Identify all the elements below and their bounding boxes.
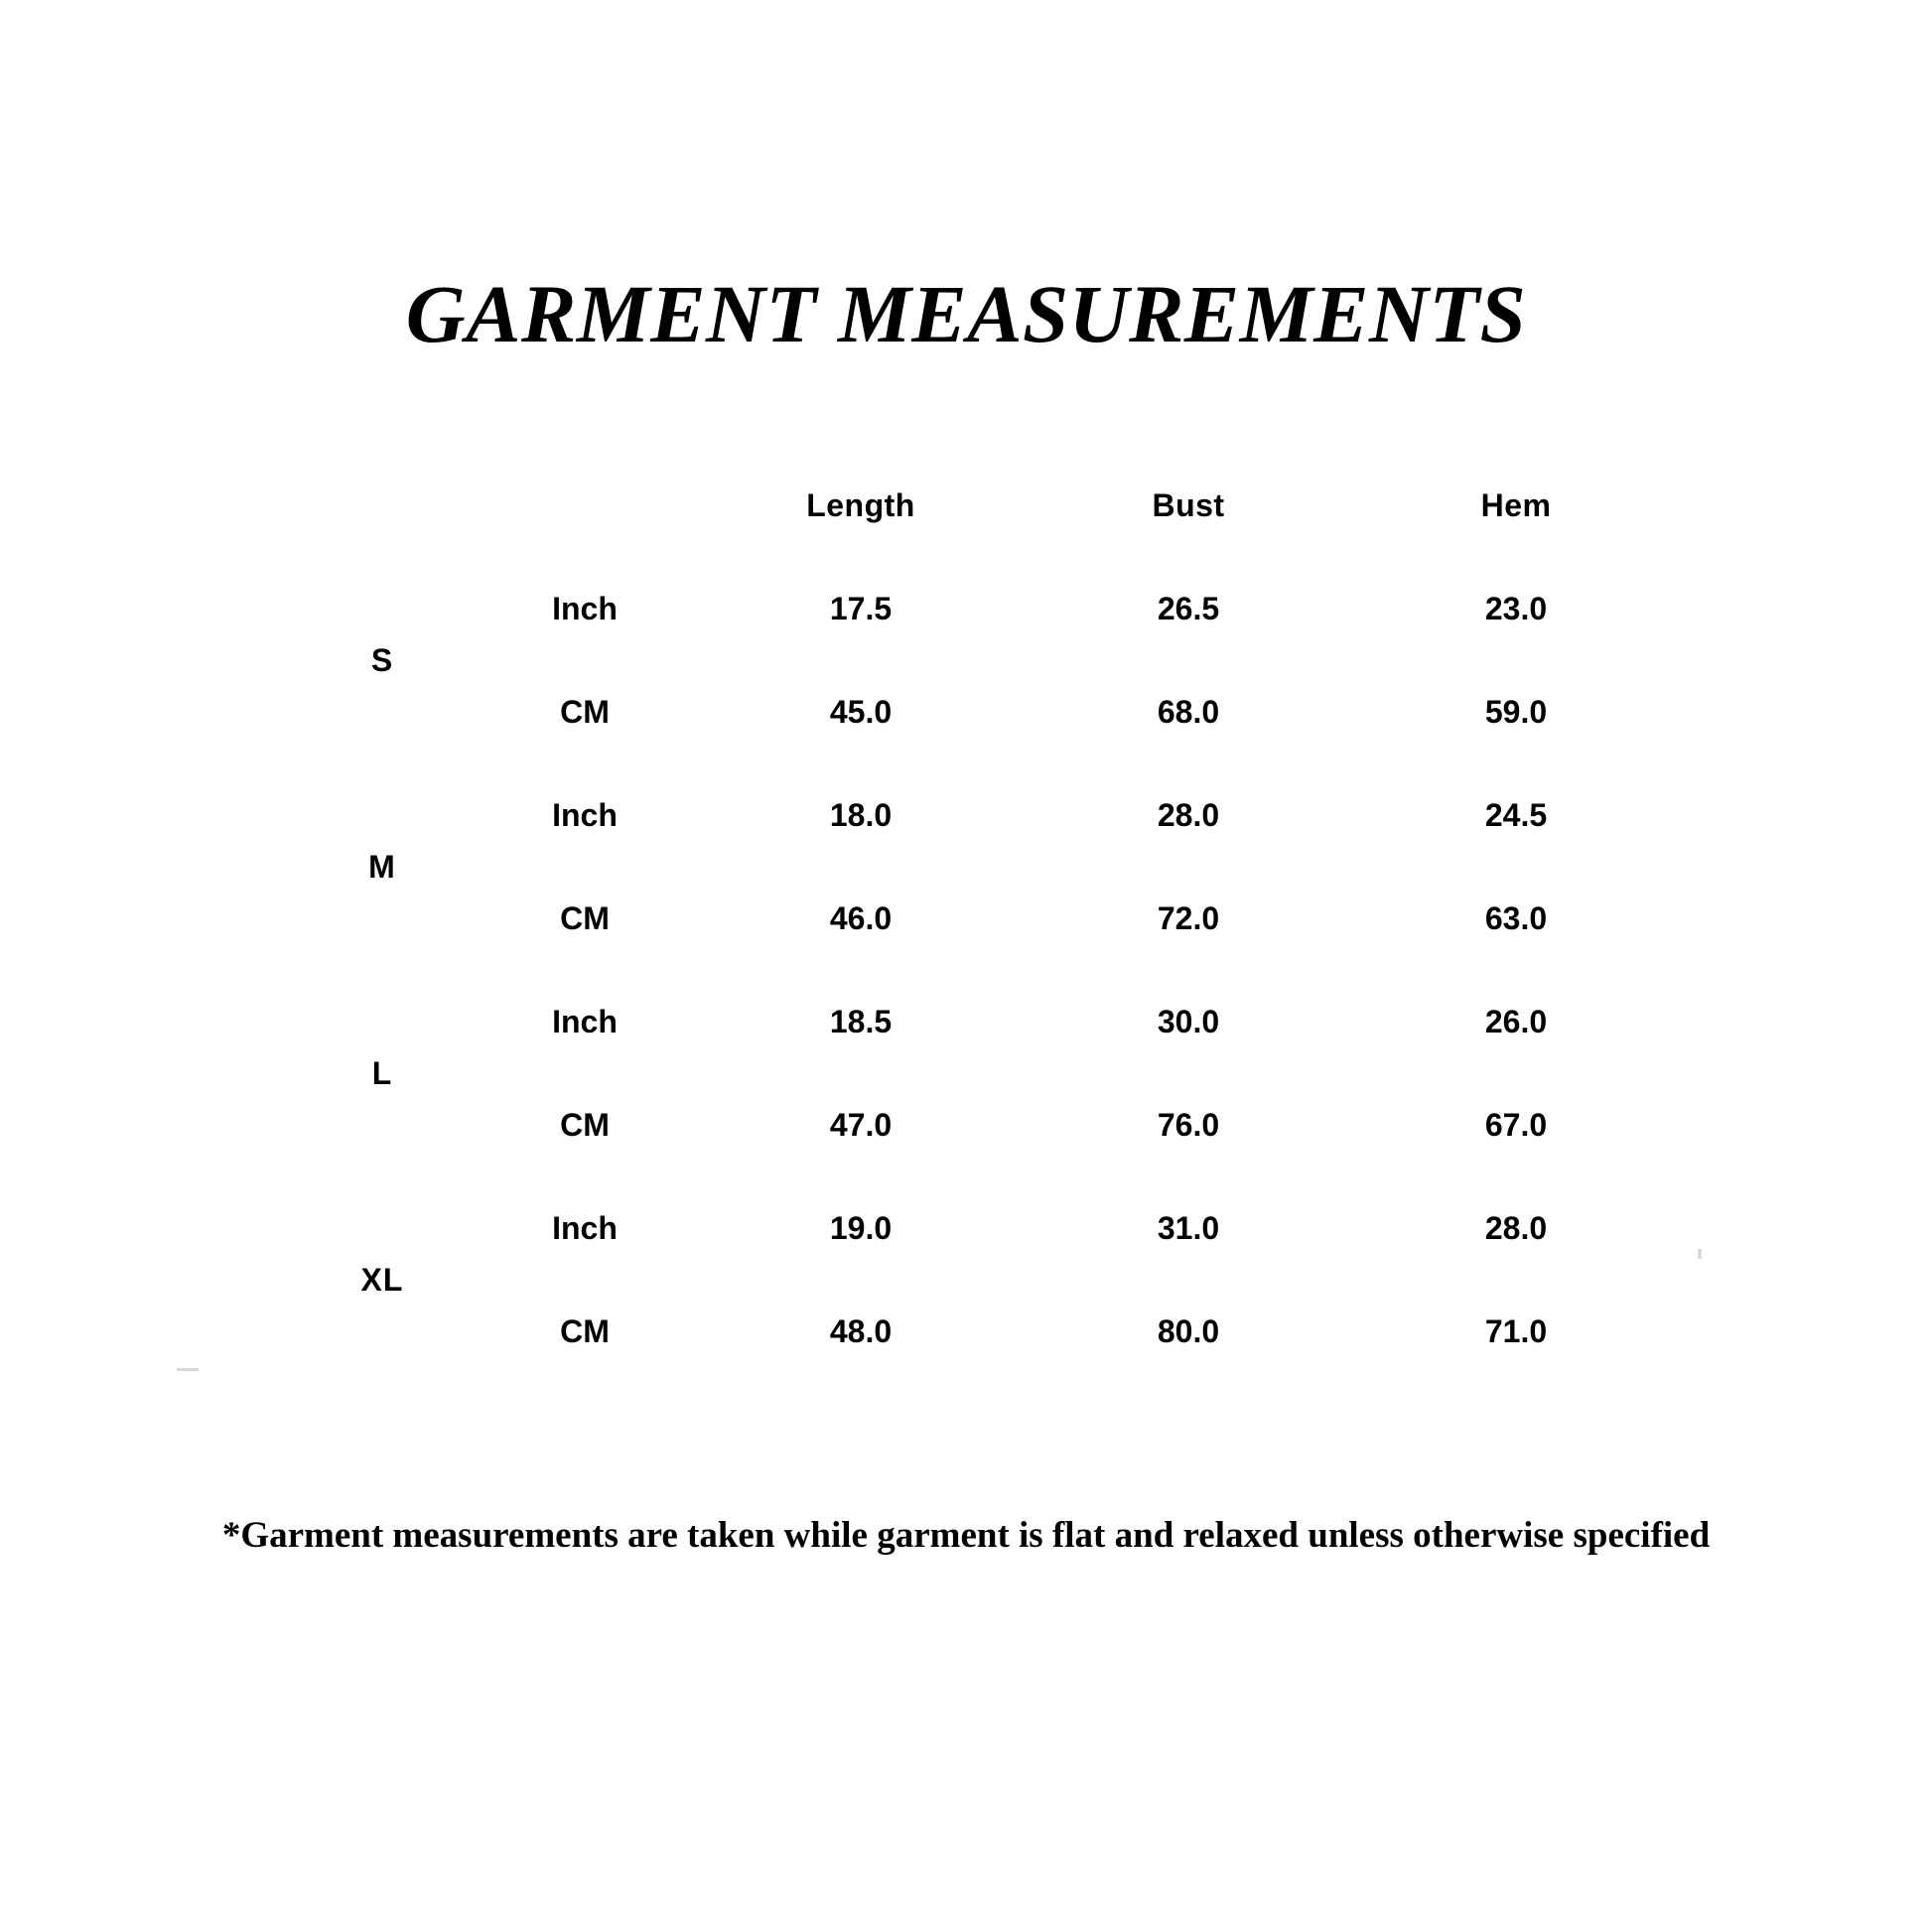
unit-cell-inch: Inch (475, 972, 695, 1071)
table-row (294, 559, 1678, 658)
value-l-inch-length: 18.5 (699, 972, 1023, 1071)
unit-cell-cm: CM (475, 662, 695, 761)
unit-cell-inch: Inch (475, 559, 695, 658)
column-header-bust: Bust (1027, 456, 1350, 555)
value-s-inch-length: 17.5 (699, 559, 1023, 658)
unit-cell-inch: Inch (475, 1178, 695, 1278)
table-row (294, 1282, 1678, 1381)
footnote-text: *Garment measurements are taken while garment is flat and relaxed unless otherwise specified (221, 1515, 1711, 1556)
size-label-m: M (294, 765, 471, 968)
column-header-hem: Hem (1354, 456, 1678, 555)
unit-header-cell (294, 456, 695, 555)
value-m-inch-length: 18.0 (699, 765, 1023, 865)
artifact-speck (1698, 1249, 1702, 1259)
unit-fraction (467, 461, 615, 548)
value-l-inch-hem: 26.0 (1354, 972, 1678, 1071)
value-m-cm-bust: 72.0 (1027, 869, 1350, 968)
table-row (294, 1178, 1678, 1278)
size-label-xl: XL (294, 1178, 471, 1381)
table-row (294, 1075, 1678, 1174)
value-xl-inch-hem: 28.0 (1354, 1178, 1678, 1278)
value-s-cm-bust: 68.0 (1027, 662, 1350, 761)
unit-header-content (294, 461, 695, 548)
table-row (294, 765, 1678, 865)
value-l-cm-bust: 76.0 (1027, 1075, 1350, 1174)
unit-cell-cm: CM (475, 869, 695, 968)
unit-fraction-denominator: CM (467, 510, 520, 548)
unit-cell-cm: CM (475, 1282, 695, 1381)
value-s-cm-length: 45.0 (699, 662, 1023, 761)
value-xl-inch-length: 19.0 (699, 1178, 1023, 1278)
value-m-cm-hem: 63.0 (1354, 869, 1678, 968)
value-s-inch-hem: 23.0 (1354, 559, 1678, 658)
value-m-inch-bust: 28.0 (1027, 765, 1350, 865)
table-header-row (294, 456, 1678, 555)
value-s-cm-hem: 59.0 (1354, 662, 1678, 761)
artifact-speck (177, 1368, 199, 1371)
table-row (294, 972, 1678, 1071)
unit-label: Unit: (374, 486, 452, 523)
value-xl-cm-length: 48.0 (699, 1282, 1023, 1381)
unit-fraction-numerator: Inch (498, 461, 569, 498)
table-row (294, 662, 1678, 761)
value-xl-cm-hem: 71.0 (1354, 1282, 1678, 1381)
value-l-cm-length: 47.0 (699, 1075, 1023, 1174)
value-m-inch-hem: 24.5 (1354, 765, 1678, 865)
page-title: GARMENT MEASUREMENTS (405, 268, 1527, 359)
value-l-inch-bust: 30.0 (1027, 972, 1350, 1071)
measurements-table-container (290, 452, 1658, 1385)
value-xl-cm-bust: 80.0 (1027, 1282, 1350, 1381)
value-s-inch-bust: 26.5 (1027, 559, 1350, 658)
column-header-length: Length (699, 456, 1023, 555)
value-xl-inch-bust: 31.0 (1027, 1178, 1350, 1278)
value-l-cm-hem: 67.0 (1354, 1075, 1678, 1174)
unit-cell-cm: CM (475, 1075, 695, 1174)
measurements-table (290, 452, 1682, 1385)
unit-cell-inch: Inch (475, 765, 695, 865)
value-m-cm-length: 46.0 (699, 869, 1023, 968)
table-row (294, 869, 1678, 968)
size-label-l: L (294, 972, 471, 1174)
size-label-s: S (294, 559, 471, 761)
